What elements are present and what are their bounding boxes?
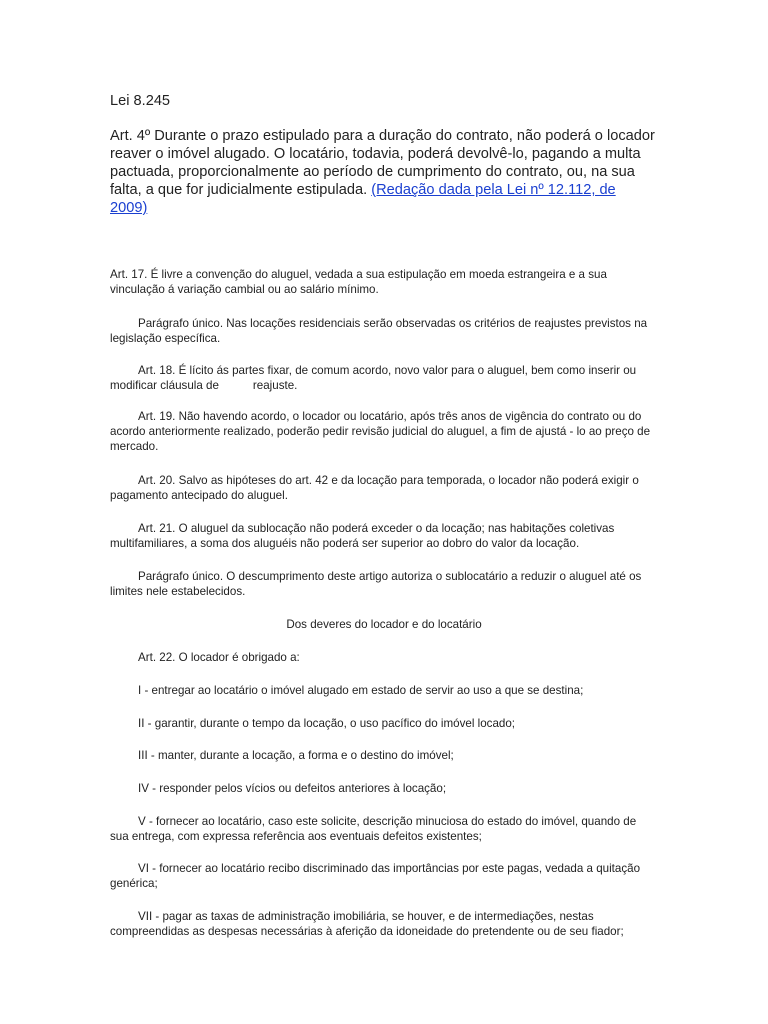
inciso-vii: VII - pagar as taxas de administração imobiliária, se houver, e de intermediações, nestas compreendidas as despesas necessárias à aferição da idoneidade do pretendente ou de seu fiador; [110, 910, 624, 938]
section-heading: Dos deveres do locador e do locatário [286, 618, 482, 631]
art-19: Art. 19. Não havendo acordo, o locador ou locatário, após três anos de vigência do contrato ou do acordo anteriormente realizado, poderão pedir revisão judicial do aluguel, a fim de ajustá - lo ao preço de mercado. [110, 410, 651, 453]
inciso-vi: VI - fornecer ao locatário recibo discriminado das importâncias por este pagas, vedada a quitação genérica; [110, 862, 641, 890]
inciso-iv: IV - responder pelos vícios ou defeitos anteriores à locação; [138, 782, 447, 795]
art-17-paragrafo-unico: Parágrafo único. Nas locações residenciais serão observadas os critérios de reajustes previstos na legislação específica. [110, 317, 648, 345]
redacao-link[interactable]: (Redação dada pela Lei nº 12.112, de 2009) [110, 182, 616, 216]
inciso-v: V - fornecer ao locatário, caso este solicite, descrição minuciosa do estado do imóvel, quando de sua entrega, com expressa referência aos eventuais defeitos existentes; [110, 815, 637, 843]
art-21: Art. 21. O aluguel da sublocação não poderá exceder o da locação; nas habitações coletivas multifamiliares, a soma dos aluguéis não poderá ser superior ao dobro do valor da locação. [110, 522, 615, 550]
inciso-iii: III - manter, durante a locação, a forma e o destino do imóvel; [138, 749, 454, 762]
law-title: Lei 8.245 [110, 93, 171, 109]
art-22: Art. 22. O locador é obrigado a: [138, 651, 300, 664]
inciso-i: I - entregar ao locatário o imóvel alugado em estado de servir ao uso a que se destina; [138, 684, 584, 697]
art-4-paragraph [110, 127, 655, 217]
art-17: Art. 17. É livre a convenção do aluguel, vedada a sua estipulação em moeda estrangeira e a sua vinculação á variação cambial ou ao salário mínimo. [110, 268, 607, 296]
inciso-ii: II - garantir, durante o tempo da locação, o uso pacífico do imóvel locado; [138, 717, 516, 730]
art-18-text: Art. 18. É lícito ás partes fixar, de comum acordo, novo valor para o aluguel, bem como inserir ou modificar cláusula de [110, 364, 637, 392]
art-18-text-end: reajuste. [252, 379, 298, 392]
art-21-paragrafo-unico: Parágrafo único. O descumprimento deste artigo autoriza o sublocatário a reduzir o aluguel até os limites nele estabelecidos. [110, 570, 642, 598]
art-4-text: Art. 4º Durante o prazo estipulado para a duração do contrato, não poderá o locador reaver o imóvel alugado. O locatário, todavia, poderá devolvê-lo, pagando a multa pactuada, proporcionalmente ao período de cumprimento do contrato, ou, na sua falta, a que for judicialmente estipulada. [110, 128, 655, 198]
art-20: Art. 20. Salvo as hipóteses do art. 42 e da locação para temporada, o locador não poderá exigir o pagamento antecipado do aluguel. [110, 474, 639, 502]
art-18 [110, 363, 658, 393]
